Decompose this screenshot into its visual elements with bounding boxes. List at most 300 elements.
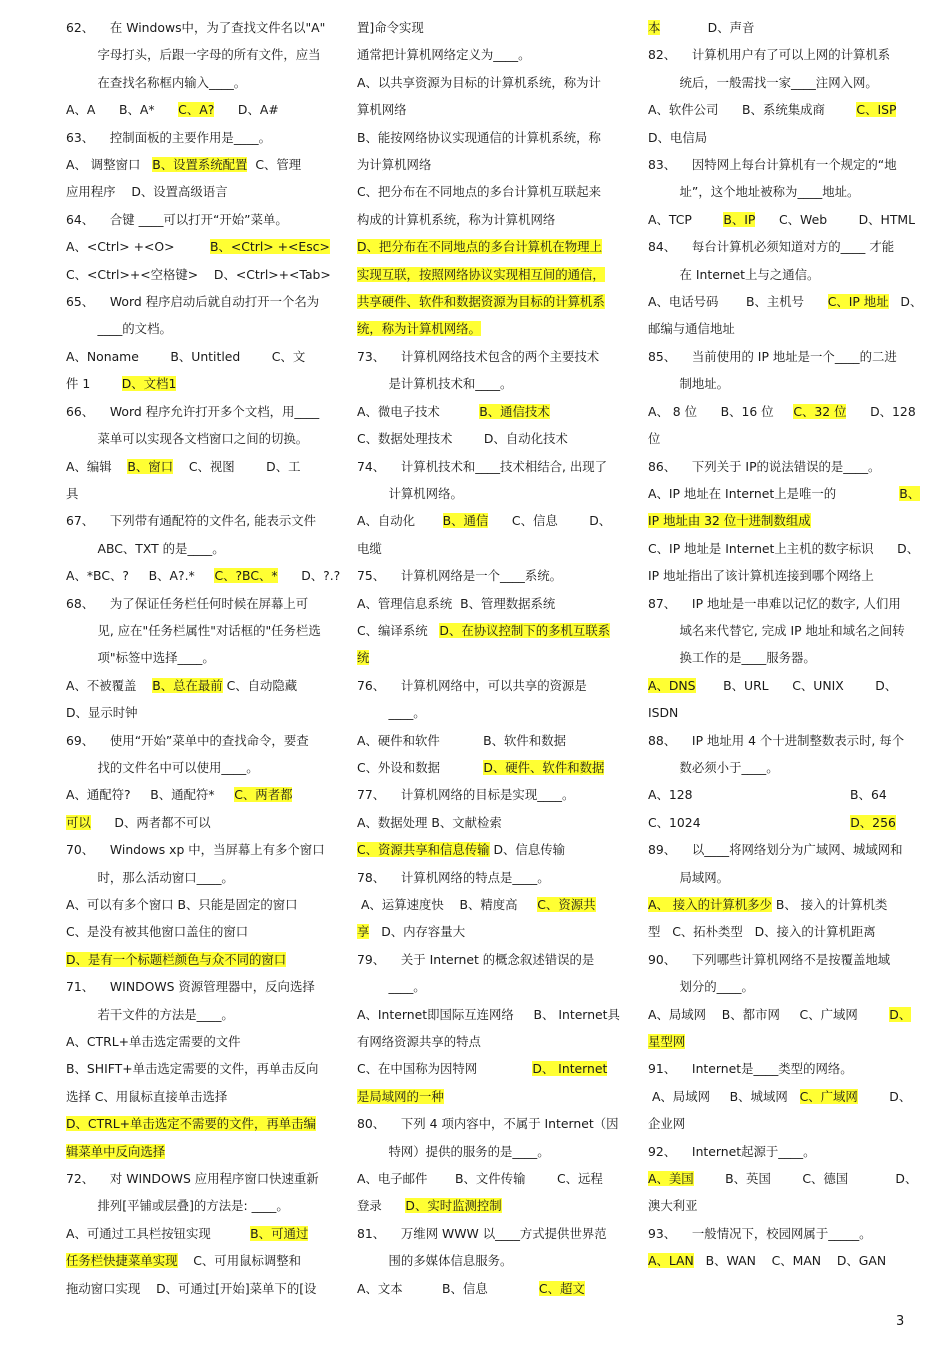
text-column-middle [357,14,619,1302]
text-run: B、URL C、UNIX D、 [695,677,898,693]
text-line [66,1110,328,1137]
text-line [648,946,910,973]
text-run: 91、 Internet是____类型的网络。 [648,1061,853,1077]
text-run: 选择 C、用鼠标直接单击选择 [66,1088,228,1104]
text-line [357,918,619,945]
text-line [648,590,910,617]
text-line [357,644,619,671]
text-run: 77、 计算机网络的目标是实现____。 [357,787,575,803]
text-line [648,507,910,534]
text-line [357,370,619,397]
text-line [357,96,619,123]
text-line [648,973,910,1000]
text-run: 围的多媒体信息服务。 [357,1253,513,1269]
text-run: 69、 使用“开始”菜单中的查找命令，要查 [66,732,309,748]
text-line [357,261,619,288]
text-line [357,1192,619,1219]
text-line [648,233,910,260]
text-run: 统后，一般需找一家____注网入网。 [648,74,878,90]
text-column-right [648,14,923,1275]
text-run: 换工作的是____服务器。 [648,650,816,666]
text-run: 置]命令实现 [357,20,424,35]
highlighted-answer: A、LAN [648,1253,694,1269]
text-line [357,836,619,863]
text-line [357,973,619,1000]
text-run: A、编辑 [66,458,128,474]
text-run: D、声音 [660,20,755,35]
text-line [357,1028,619,1055]
text-run: B、能按网络协议实现通信的计算机系统，称 [357,129,601,145]
text-run: 排列[平铺或层叠]的方法是: ____。 [66,1198,289,1214]
highlighted-answer: 任务栏快捷菜单实现 [66,1253,178,1269]
text-run: 具 [66,485,79,501]
text-run: 型 C、拓朴类型 D、接入的计算机距离 [648,924,876,940]
text-line [648,315,910,342]
text-run: C、IP 地址是 Internet上主机的数字标识 D、 [648,540,920,556]
text-line [648,864,910,891]
text-run: C、可用鼠标调整和 [177,1253,302,1269]
text-line [648,343,910,370]
text-run: 85、 当前使用的 IP 地址是一个____的二进 [648,348,897,364]
highlighted-answer: 辑菜单中反向选择 [66,1143,166,1159]
text-run: 86、 下列关于 IP的说法错误的是____。 [648,458,881,474]
text-run: 构成的计算机系统，称为计算机网络 [357,211,556,227]
text-line [66,1247,328,1274]
text-run: 81、 万维网 WWW 以____方式提供世界范 [357,1225,607,1241]
text-line [357,178,619,205]
text-run: ____。 [357,705,426,721]
text-line [648,562,910,589]
text-line [66,644,328,671]
text-run: 有网络资源共享的特点 [357,1034,481,1050]
text-line [648,206,915,233]
text-run: A、TCP [648,211,724,227]
text-line [648,781,910,808]
text-line [648,14,910,41]
text-line [66,151,328,178]
text-run: C、在中国称为因特网 [357,1061,533,1077]
highlighted-answer: D、在协议控制下的多机互联系 [439,622,611,638]
text-line [357,1165,619,1192]
text-line [648,617,910,644]
highlighted-answer: 统，称为计算机网络。 [357,321,481,337]
text-run: 88、 IP 地址用 4 个十进制整数表示时, 每个 [648,732,905,748]
text-line [648,836,910,863]
text-run: D、?.? [277,568,341,584]
highlighted-answer: D、CTRL+单击选定不需要的文件，再单击编 [66,1116,316,1132]
highlighted-answer: D、实时监测控制 [405,1198,502,1214]
highlighted-answer: 可以 [66,814,91,830]
text-run: 域名来代替它, 完成 IP 地址和域名之间转 [648,622,905,638]
text-line [648,425,910,452]
text-line [66,398,328,425]
highlighted-answer: D、 [889,1006,912,1022]
text-line [357,1275,619,1302]
text-run: A、微电子技术 [357,403,480,419]
text-run: A、IP 地址在 Internet上是唯一的 [648,485,900,501]
text-line [66,370,328,397]
text-run: 78、 计算机网络的特点是____。 [357,869,550,885]
text-run: A、A B、A* [66,102,179,118]
text-line [648,727,910,754]
text-run: A、运算速度快 B、精度高 [357,897,538,912]
text-run: 76、 计算机网络中，可以共享的资源是 [357,677,587,693]
text-run: 79、 关于 Internet 的概念叙述错误的是 [357,951,595,967]
text-run: 算机网络 [357,102,407,118]
text-line [66,617,328,644]
text-line [357,1247,619,1274]
text-line [66,96,328,123]
text-run: 计算机网络。 [357,485,463,501]
text-run: 时，那么活动窗口____。 [66,869,234,885]
text-run: D、电信局 [648,129,708,145]
text-run: 字母打头，后跟一字母的所有文件，应当 [66,47,321,63]
highlighted-answer: D、硬件、软件和数据 [483,759,605,775]
text-line [66,206,328,233]
text-run: 找的文件名中可以使用____。 [66,759,259,775]
highlighted-answer: 共享硬件、软件和数据资源为目标的计算机系 [357,294,605,310]
text-run: A、不被覆盖 [66,677,153,693]
text-run: D、A# [214,102,279,118]
text-line [357,699,619,726]
text-line [357,425,619,452]
text-run: C、管理 [247,157,302,173]
text-run: A、 8 位 B、16 位 [648,403,794,419]
highlighted-answer: D、把分布在不同地点的多台计算机在物理上 [357,239,602,255]
text-line [357,617,619,644]
text-run: 电缆 [357,540,382,556]
text-run: 70、 Windows xp 中，当屏幕上有多个窗口 [66,842,325,858]
text-line [357,1138,619,1165]
text-run: 73、 计算机网络技术包含的两个主要技术 [357,348,600,364]
text-line [648,1028,910,1055]
text-line [648,453,910,480]
highlighted-answer: 统 [357,650,370,666]
highlighted-answer: A、美国 [648,1171,694,1187]
highlighted-answer: 是局域网的一种 [357,1088,444,1104]
text-run: 在 Internet上与之通信。 [648,266,820,282]
text-line [648,891,910,918]
text-line [648,809,910,836]
text-line [66,288,328,315]
text-line [648,178,910,205]
text-run: A、数据处理 B、文献检索 [357,814,502,830]
text-line [357,69,619,96]
highlighted-answer: D、 Internet [532,1061,608,1077]
text-run: 84、 每台计算机必须知道对方的____ 才能 [648,239,895,255]
text-run: 划分的____。 [648,979,754,995]
text-run: A、可通过工具栏按钮实现 [66,1225,251,1241]
text-line [648,480,921,507]
text-run: A、电话号码 B、主机号 [648,294,828,310]
text-run: C、自动隐藏 [222,677,298,693]
text-run: 67、 下列带有通配符的文件名, 能表示文件 [66,513,317,529]
text-run: C、编译系统 [357,622,440,638]
highlighted-answer: A、DNS [648,677,696,693]
text-run: 址”，这个地址被称为____地址。 [648,184,860,200]
text-run: 66、 Word 程序允许打开多个文档，用____ [66,403,320,419]
text-line [648,398,916,425]
text-line [357,727,619,754]
text-run: 62、 在 Windows中，为了查找文件名以"A" [66,20,326,35]
highlighted-answer: 星型网 [648,1034,686,1050]
text-run: D、显示时钟 [66,705,138,721]
text-run: B、WAN C、MAN D、GAN [693,1253,887,1269]
text-line [648,1192,910,1219]
text-line [648,535,920,562]
text-run: 局域网。 [648,869,730,885]
highlighted-answer: B、通信技术 [479,403,550,419]
text-line [648,672,910,699]
text-run: C、Web D、HTML [755,211,915,227]
text-run: B、 接入的计算机类 [771,897,888,912]
text-run: B、英国 C、德国 D、 [693,1171,918,1187]
highlighted-answer: B、设置系统配置 [152,157,248,173]
text-line [66,315,328,342]
highlighted-answer: C、资源共享和信息传输 [357,842,490,858]
text-run: 87、 IP 地址是一串难以记忆的数字, 人们用 [648,595,901,611]
text-run: 63、 控制面板的主要作用是____。 [66,129,271,145]
text-run: A、Internet即国际互连网络 B、 Internet具 [357,1006,620,1022]
text-line [66,699,328,726]
highlighted-answer: C、32 位 [793,403,847,419]
text-line [66,918,328,945]
text-line [66,261,331,288]
text-line [357,809,619,836]
text-run: C、信息 D、 [488,513,612,529]
text-line [357,1220,619,1247]
text-line [66,535,328,562]
text-line [357,398,619,425]
text-run: IP 地址指出了该计算机连接到哪个网络上 [648,568,874,584]
text-run: A、管理信息系统 B、管理数据系统 [357,595,556,611]
text-line [648,41,910,68]
text-line [66,425,328,452]
text-line [66,14,328,41]
text-run: A、软件公司 B、系统集成商 [648,102,857,118]
text-run: A、通配符? B、通配符* [66,787,235,803]
text-line [66,672,328,699]
highlighted-answer: B、<Ctrl> +<Esc> [209,239,330,255]
text-run: 数必须小于____。 [648,759,779,775]
text-run: ____。 [357,979,426,995]
text-run: D、内存容量大 [369,924,466,940]
text-run: A、局域网 B、都市网 C、广域网 [648,1006,890,1022]
text-line [66,864,328,891]
text-run: 特网）提供的服务的是____。 [357,1143,550,1159]
text-run: 若干文件的方法是____。 [66,1006,234,1022]
text-line [66,233,328,260]
text-line [357,453,619,480]
text-run: A、以共享资源为目标的计算机系统，称为计 [357,74,601,90]
text-run: A、文本 B、信息 [357,1280,539,1296]
text-run: A、 调整窗口 [66,157,153,173]
highlighted-answer: C、ISP [856,102,897,118]
text-run: 64、 合键 ____可以打开“开始”菜单。 [66,211,288,227]
text-run: A、CTRL+单击选定需要的文件 [66,1034,241,1050]
text-line [357,754,619,781]
highlighted-answer: 享 [357,924,370,940]
text-line [66,453,328,480]
text-run: A、硬件和软件 B、软件和数据 [357,732,566,748]
highlighted-answer: C、?BC、* [214,568,278,584]
text-run: ____的文档。 [66,321,172,337]
text-line [648,1220,910,1247]
highlighted-answer: B、可通过 [250,1225,309,1241]
text-line [648,1001,910,1028]
text-line [357,288,619,315]
text-run: A、Noname B、Untitled C、文 [66,348,306,364]
text-run: 位 [648,431,661,447]
highlighted-answer: 实现互联，按照网络协议实现相互间的通信， [357,266,605,282]
text-line [66,178,328,205]
text-line [66,1192,328,1219]
text-run: D、128 [846,403,916,419]
text-line [66,1275,328,1302]
text-line [66,1165,328,1192]
text-line [357,1055,619,1082]
text-run: 菜单可以实现各文档窗口之间的切换。 [66,431,309,447]
text-run: 65、 Word 程序启动后就自动打开一个名为 [66,294,320,310]
text-run: A、可以有多个窗口 B、只能是固定的窗口 [66,897,298,912]
text-run: 80、 下列 4 项内容中，不属于 Internet（因 [357,1116,619,1132]
highlighted-answer: D、256 [850,814,896,830]
text-line [66,124,328,151]
text-line [66,754,328,781]
text-line [648,151,910,178]
page-number: 3 [896,1314,905,1329]
highlighted-answer: C、超文 [538,1280,585,1296]
highlighted-answer: C、IP 地址 [827,294,889,310]
text-line [66,343,328,370]
text-run: 拖动窗口实现 D、可通过[开始]菜单下的[设 [66,1280,317,1296]
highlighted-answer: B、IP [723,211,756,227]
highlighted-answer: B、总在最前 [152,677,223,693]
text-line [648,288,923,315]
text-column-left [66,14,341,1302]
text-line [66,480,328,507]
highlighted-answer: 本 [648,20,661,35]
highlighted-answer: B、窗口 [127,458,174,474]
highlighted-answer: B、通信 [442,513,489,529]
text-line [648,918,910,945]
text-line [357,1001,619,1028]
text-run: 澳大利亚 [648,1198,698,1214]
text-line [66,781,328,808]
text-line [66,809,328,836]
text-run: 通常把计算机网络定义为____。 [357,47,531,63]
text-line [648,699,910,726]
text-line [357,1083,619,1110]
text-run: 是计算机技术和____。 [357,376,513,392]
text-line [66,973,328,1000]
text-line [648,1247,910,1274]
text-run: 项"标签中选择____。 [66,650,215,666]
text-line [66,41,328,68]
text-run: A、电子邮件 B、文件传输 C、远程 [357,1171,603,1187]
text-run: C、数据处理技术 D、自动化技术 [357,431,568,447]
text-line [357,206,619,233]
text-run: D、两者都不可以 [90,814,211,830]
text-run: 92、 Internet起源于____。 [648,1143,816,1159]
text-line [66,1220,328,1247]
highlighted-answer: C、资源共 [537,897,596,912]
text-line [648,1083,910,1110]
text-line [66,1001,328,1028]
text-line [648,1165,918,1192]
highlighted-answer: D、是有一个标题栏颜色与众不同的窗口 [66,951,287,967]
text-line [357,590,619,617]
text-line [357,480,619,507]
text-line [66,69,328,96]
text-run: 68、 为了保证任务栏任何时候在屏幕上可 [66,595,309,611]
text-run: D、 [857,1088,912,1104]
text-line [648,644,910,671]
text-run: A、自动化 [357,513,443,529]
highlighted-answer: C、A? [178,102,215,118]
text-line [66,562,341,589]
text-line [357,1110,619,1137]
text-run: 89、 以____将网络划分为广域网、城域网和 [648,842,903,858]
text-run: 件 1 [66,376,122,392]
text-run: C、是没有被其他窗口盖住的窗口 [66,924,249,940]
text-run: 登录 [357,1198,406,1214]
text-line [648,370,910,397]
highlighted-answer: D、文档1 [121,376,177,392]
text-line [357,891,619,918]
text-run: C、视图 D、工 [173,458,301,474]
text-run: C、外设和数据 [357,759,484,775]
text-line [648,1138,910,1165]
text-run: ISDN [648,705,679,721]
text-line [66,1028,328,1055]
text-line [66,727,328,754]
text-line [357,14,619,41]
highlighted-answer: C、广域网 [799,1088,858,1104]
text-line [648,754,910,781]
text-line [66,1083,328,1110]
text-line [66,507,328,534]
text-run: 83、 因特网上每台计算机有一个规定的“地 [648,157,897,173]
text-run: 74、 计算机技术和____技术相结合, 出现了 [357,458,608,474]
text-line [357,41,619,68]
text-run: B、SHIFT+单击选定需要的文件，再单击反向 [66,1061,319,1077]
text-line [357,562,619,589]
text-run: 90、 下列哪些计算机网络不是按覆盖地域 [648,951,891,967]
text-run: D、信息传输 [489,842,565,858]
text-line [648,261,910,288]
text-line [66,891,328,918]
text-run: 72、 对 WINDOWS 应用程序窗口快速重新 [66,1171,319,1187]
text-run: C、1024 [648,814,851,830]
text-run: 企业网 [648,1116,686,1132]
text-run: D、 [888,294,923,310]
text-line [357,315,619,342]
text-line [66,1055,328,1082]
text-line [66,590,328,617]
text-run: 为计算机网络 [357,157,432,173]
text-line [357,535,619,562]
text-run: C、<Ctrl>+<空格键> D、<Ctrl>+<Tab> [66,266,331,282]
text-run: ABC、TXT 的是____。 [66,540,225,556]
text-line [357,864,619,891]
text-line [357,124,619,151]
highlighted-answer: C、两者都 [234,787,293,803]
text-run: C、把分布在不同地点的多台计算机互联起来 [357,184,602,200]
text-line [648,1055,910,1082]
text-line [66,946,328,973]
text-line [648,96,910,123]
